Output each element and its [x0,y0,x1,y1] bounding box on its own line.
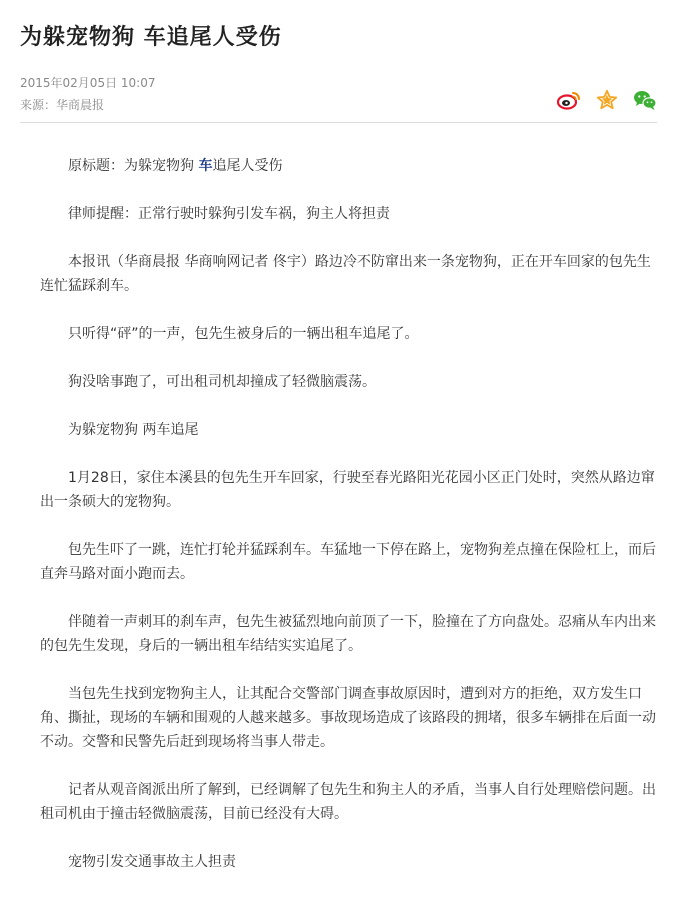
body-paragraph: 伴随着一声刺耳的刹车声，包先生被猛烈地向前顶了一下，脸撞在了方向盘处。忍痛从车内出来的包先生发现，身后的一辆出租车结结实实追尾了。 [40,614,656,654]
body-paragraph: 包先生吓了一跳，连忙打轮并猛踩刹车。车猛地一下停在路上，宠物狗差点撞在保险杠上，而后直奔马路对面小跑而去。 [40,542,656,582]
original-title-prefix: 原标题：为躲宠物狗 [68,158,199,174]
article-title: 为躲宠物狗 车追尾人受伤 [20,25,282,50]
favorite-star-icon[interactable] [595,88,619,112]
original-title-highlight: 车 [198,158,213,174]
publish-datetime: 2015年02月05日 10:07 [20,76,156,90]
body-paragraph: 狗没啥事跑了，可出租司机却撞成了轻微脑震荡。 [68,374,376,390]
section-heading: 宠物引发交通事故主人担责 [68,854,236,870]
lawyer-tip-paragraph: 律师提醒：正常行驶时躲狗引发车祸，狗主人将担责 [68,206,390,222]
header-divider [20,122,657,123]
article-body [40,154,662,898]
body-paragraph: 记者从观音阁派出所了解到，已经调解了包先生和狗主人的矛盾，当事人自行处理赔偿问题。出租司机由于撞击轻微脑震荡，目前已经没有大碍。 [40,782,656,822]
weibo-icon[interactable] [557,88,581,112]
article-meta [20,72,155,116]
share-bar [557,88,657,112]
body-paragraph: 只听得“砰”的一声，包先生被身后的一辆出租车追尾了。 [68,326,419,342]
original-title-paragraph [40,154,662,178]
body-paragraph: 当包先生找到宠物狗主人，让其配合交警部门调查事故原因时，遭到对方的拒绝，双方发生口角、撕扯，现场的车辆和围观的人越来越多。事故现场造成了该路段的拥堵，很多车辆排在后面一动不动。交警和民警先后赶到现场将当事人带走。 [40,686,656,750]
body-paragraph: 1月28日，家住本溪县的包先生开车回家，行驶至春光路阳光花园小区正门处时，突然从路边窜出一条硕大的宠物狗。 [40,470,655,510]
original-title-suffix: 追尾人受伤 [212,158,283,174]
section-heading: 为躲宠物狗 两车追尾 [68,422,199,438]
wechat-icon[interactable] [633,88,657,112]
article-source: 来源：华商晨报 [20,98,105,112]
lead-paragraph: 本报讯（华商晨报 华商响网记者 佟宇）路边冷不防窜出来一条宠物狗，正在开车回家的包先生连忙猛踩刹车。 [40,254,651,294]
